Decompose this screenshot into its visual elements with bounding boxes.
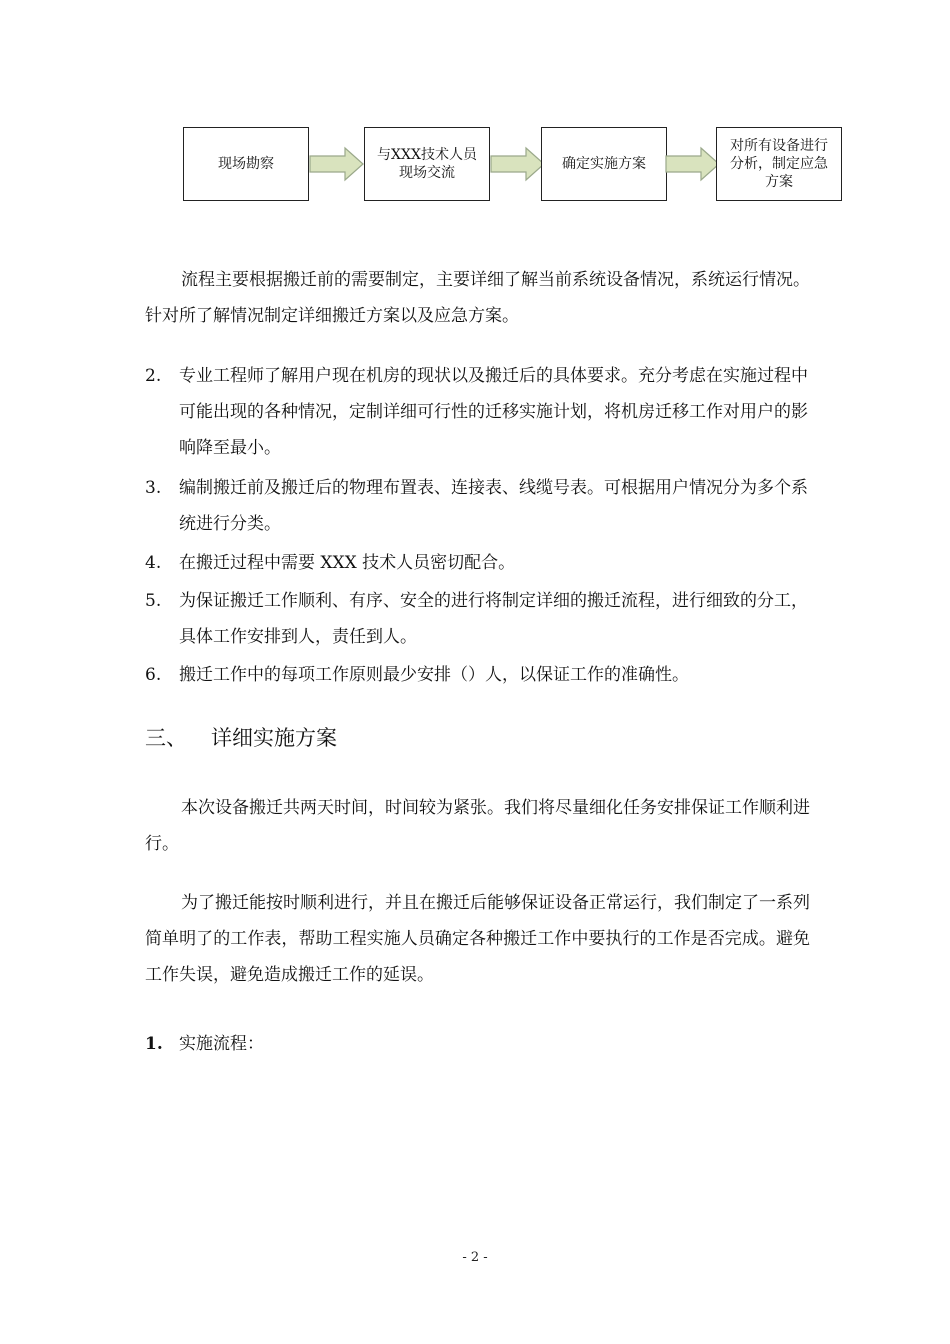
flow-arrow-icon (309, 146, 365, 182)
list-item-text: 编制搬迁前及搬迁后的物理布置表、连接表、线缆号表。可根据用户情况分为多个系统进行分类。 (179, 478, 808, 534)
list-item-text: 为保证搬迁工作顺利、有序、安全的进行将制定详细的搬迁流程，进行细致的分工，具体工作安排到人，责任到人。 (179, 591, 808, 647)
list-item (145, 657, 810, 693)
list-item-text: 专业工程师了解用户现在机房的现状以及搬迁后的具体要求。充分考虑在实施过程中可能出现的各种情况，定制详细可行性的迁移实施计划，将机房迁移工作对用户的影响降至最小。 (179, 366, 808, 458)
body-paragraph: 本次设备搬迁共两天时间，时间较为紧张。我们将尽量细化任务安排保证工作顺利进行。 (145, 798, 810, 854)
flow-step-site-survey (183, 127, 309, 201)
flow-step-label: 与XXX技术人员 现场交流 (377, 147, 477, 181)
subheading (145, 1026, 264, 1062)
page-number: - 2 - (462, 1250, 488, 1265)
section-heading (145, 720, 337, 756)
subheading-number: 1. (145, 1034, 163, 1054)
list-item-number: 3. (145, 478, 162, 498)
flow-step-label: 对所有设备进行 分析，制定应急 方案 (730, 138, 828, 190)
list-item (145, 583, 810, 655)
flow-arrow-icon (665, 146, 721, 182)
flow-step-tech-exchange (364, 127, 490, 201)
list-item-text: 在搬迁过程中需要 XXX 技术人员密切配合。 (179, 553, 516, 573)
flow-step-label: 确定实施方案 (562, 156, 646, 172)
list-item (145, 545, 810, 581)
flow-step-confirm-plan (541, 127, 667, 201)
list-item-number: 2. (145, 366, 162, 386)
list-item-number: 6. (145, 665, 162, 685)
section-number: 三、 (145, 726, 187, 750)
list-item-number: 5. (145, 591, 162, 611)
subheading-title: 实施流程： (179, 1034, 264, 1054)
flow-arrow-icon (490, 146, 546, 182)
flow-step-label: 现场勘察 (218, 156, 274, 172)
list-item-number: 4. (145, 553, 162, 573)
body-paragraph: 为了搬迁能按时顺利进行，并且在搬迁后能够保证设备正常运行，我们制定了一系列简单明了的工作表，帮助工程实施人员确定各种搬迁工作中要执行的工作是否完成。避免工作失误，避免造成搬迁工作的延误。 (145, 893, 810, 985)
list-item-text: 搬迁工作中的每项工作原则最少安排（）人，以保证工作的准确性。 (179, 665, 689, 685)
intro-paragraph: 流程主要根据搬迁前的需要制定，主要详细了解当前系统设备情况，系统运行情况。针对所了解情况制定详细搬迁方案以及应急方案。 (145, 270, 810, 326)
section-title: 详细实施方案 (211, 726, 337, 750)
list-item (145, 470, 810, 542)
list-item (145, 358, 810, 466)
flow-step-emergency-plan (716, 127, 842, 201)
